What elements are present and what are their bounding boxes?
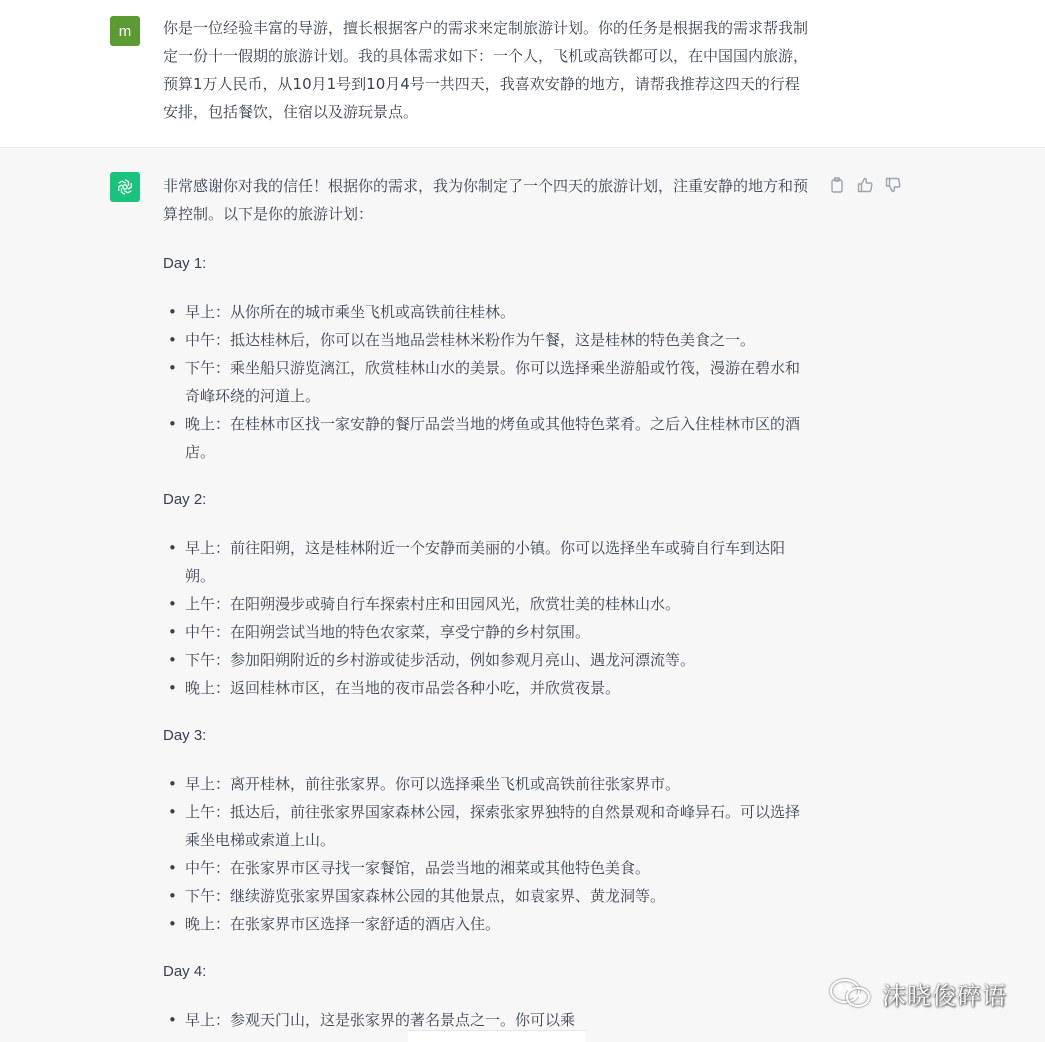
list-item: • 中午：抵达桂林后，你可以在当地品尝桂林米粉作为午餐，这是桂林的特色美食之一。 bbox=[163, 326, 813, 354]
assistant-message-content bbox=[163, 172, 813, 1042]
day-2-title: Day 2: bbox=[163, 491, 207, 508]
wechat-icon bbox=[828, 977, 874, 1011]
list-item: • 下午：参加阳朔附近的乡村游或徒步活动，例如参观月亮山、遇龙河漂流等。 bbox=[163, 646, 813, 674]
list-item: • 早上：离开桂林，前往张家界。你可以选择乘坐飞机或高铁前往张家界市。 bbox=[163, 770, 813, 798]
copy-icon[interactable] bbox=[828, 176, 846, 194]
list-item: • 早上：参观天门山，这是张家界的著名景点之一。你可以乘 bbox=[163, 1006, 813, 1034]
openai-logo-icon bbox=[115, 177, 135, 197]
list-item: • 晚上：返回桂林市区，在当地的夜市品尝各种小吃，并欣赏夜景。 bbox=[163, 674, 813, 702]
user-message-block bbox=[0, 0, 1045, 148]
thumbs-down-icon[interactable] bbox=[884, 176, 902, 194]
message-actions bbox=[828, 176, 902, 194]
watermark-text: 沫晓俊碎语 bbox=[882, 982, 1007, 1010]
day-1-title: Day 1: bbox=[163, 255, 207, 272]
list-item: • 晚上：在桂林市区找一家安静的餐厅品尝当地的烤鱼或其他特色菜肴。之后入住桂林市区的酒店。 bbox=[163, 410, 813, 466]
assistant-intro: 非常感谢你对我的信任！根据你的需求，我为你制定了一个四天的旅游计划，注重安静的地方和预算控制。以下是你的旅游计划： bbox=[163, 177, 809, 223]
day-4-title: Day 4: bbox=[163, 963, 207, 980]
list-item: • 下午：乘坐船只游览漓江，欣赏桂林山水的美景。你可以选择乘坐游船或竹筏，漫游在碧水和奇峰环绕的河道上。 bbox=[163, 354, 813, 410]
day-3-title: Day 3: bbox=[163, 727, 207, 744]
assistant-avatar bbox=[110, 172, 140, 202]
list-item: • 上午：在阳朔漫步或骑自行车探索村庄和田园风光，欣赏壮美的桂林山水。 bbox=[163, 590, 813, 618]
list-item: • 下午：继续游览张家界国家森林公园的其他景点，如袁家界、黄龙洞等。 bbox=[163, 882, 813, 910]
list-item: • 中午：在张家界市区寻找一家餐馆，品尝当地的湘菜或其他特色美食。 bbox=[163, 854, 813, 882]
thumbs-up-icon[interactable] bbox=[856, 176, 874, 194]
list-item: • 中午：在阳朔尝试当地的特色农家菜，享受宁静的乡村氛围。 bbox=[163, 618, 813, 646]
day-2-list bbox=[163, 534, 813, 702]
list-item: • 早上：前往阳朔，这是桂林附近一个安静而美丽的小镇。你可以选择坐车或骑自行车到达阳朔。 bbox=[163, 534, 813, 590]
user-avatar bbox=[110, 16, 140, 46]
scroll-to-bottom-area bbox=[408, 1030, 586, 1042]
list-item: • 早上：从你所在的城市乘坐飞机或高铁前往桂林。 bbox=[163, 298, 813, 326]
day-1-list bbox=[163, 298, 813, 466]
day-3-list bbox=[163, 770, 813, 938]
wechat-watermark bbox=[828, 976, 1007, 1011]
user-message-text: 你是一位经验丰富的导游，擅长根据客户的需求来定制旅游计划。你的任务是根据我的需求帮我制定一份十一假期的旅游计划。我的具体需求如下：一个人，飞机或高铁都可以，在中国国内旅游，预算1万人民币，从10月1号到10月4号一共四天，我喜欢安静的地方，请帮我推荐这四天的行程安排，包括餐饮，住宿以及游玩景点。 bbox=[163, 19, 809, 121]
user-avatar-letter: m bbox=[118, 22, 132, 40]
list-item: • 晚上：在张家界市区选择一家舒适的酒店入住。 bbox=[163, 910, 813, 938]
list-item: • 上午：抵达后，前往张家界国家森林公园，探索张家界独特的自然景观和奇峰异石。可以选择乘坐电梯或索道上山。 bbox=[163, 798, 813, 854]
